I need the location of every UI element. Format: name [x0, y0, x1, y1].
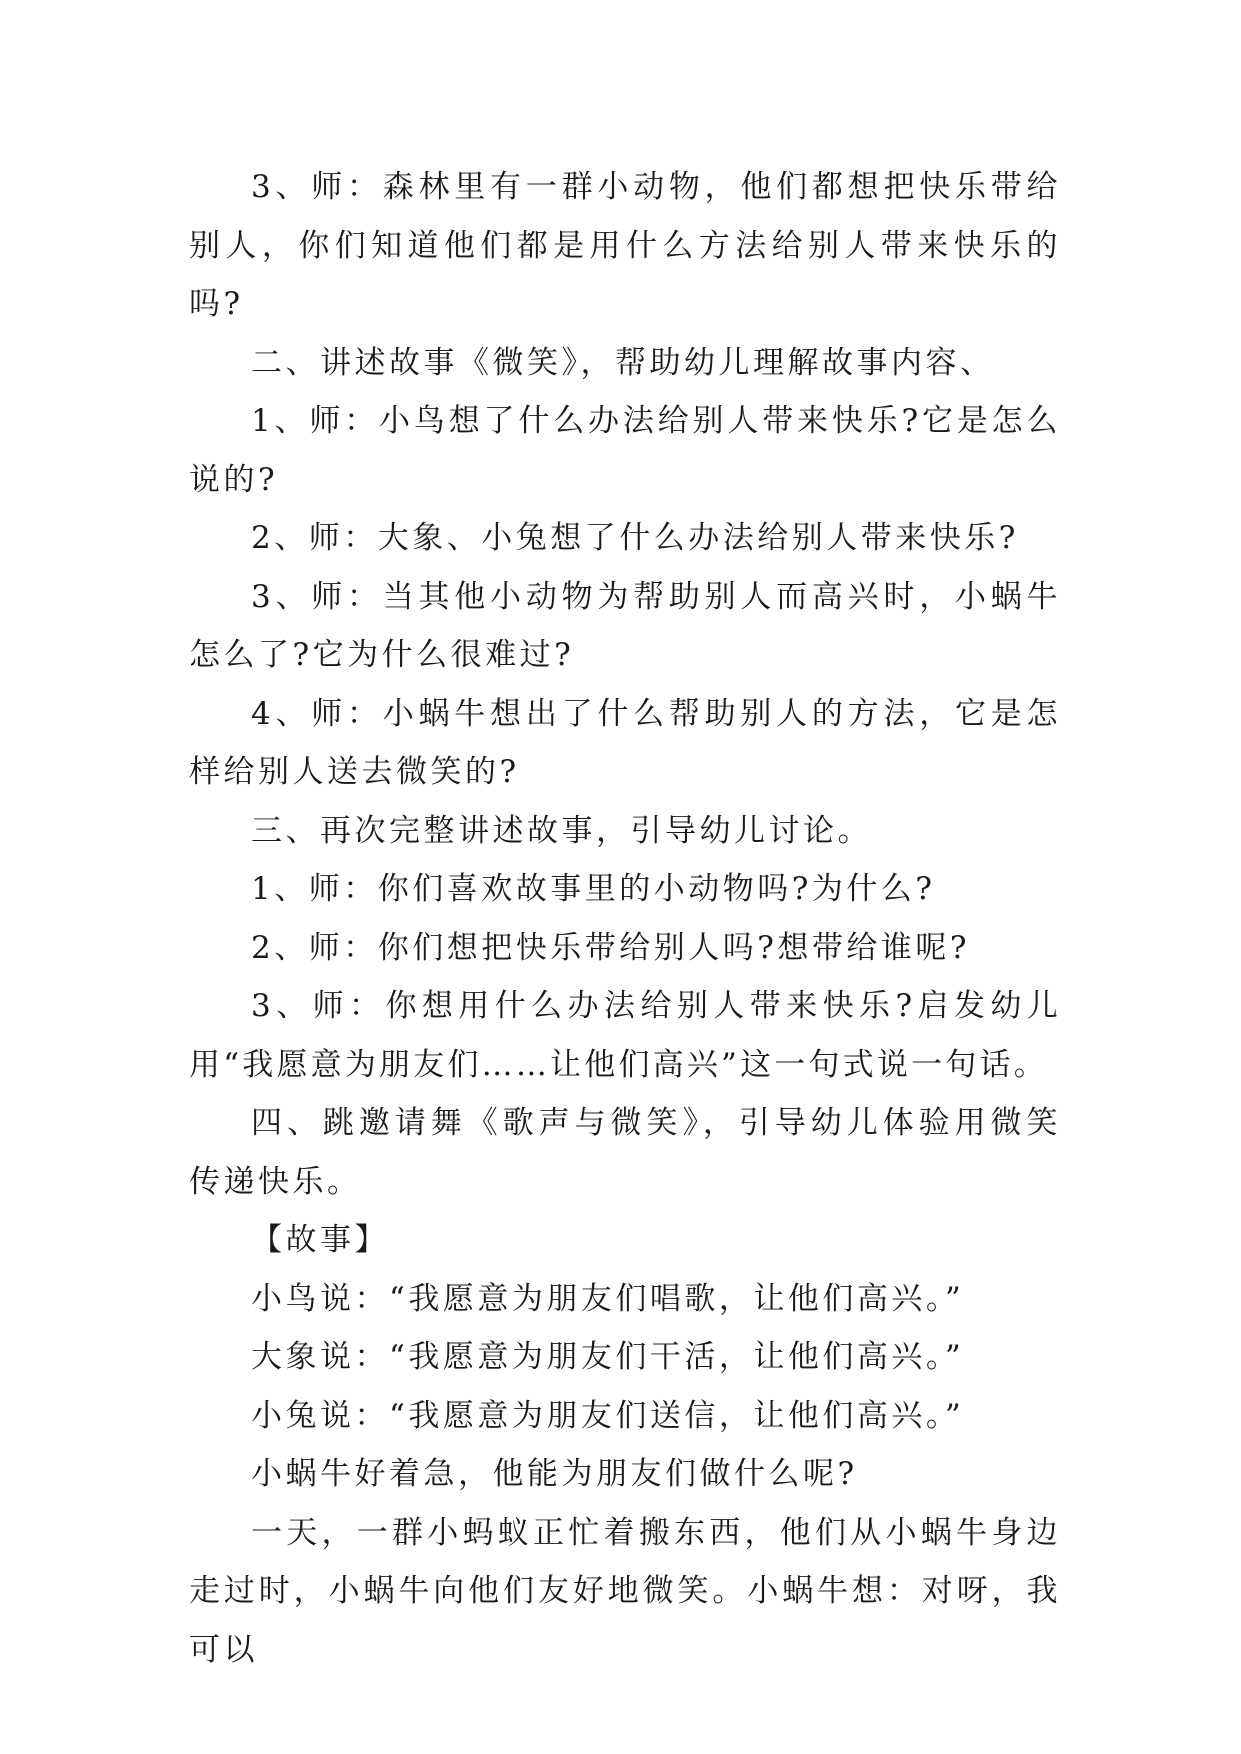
document-body	[189, 158, 1061, 1679]
paragraph: 3、师：你想用什么办法给别人带来快乐?启发幼儿用“我愿意为朋友们……让他们高兴”这一句式说一句话。	[189, 988, 1061, 1083]
paragraph: 1、师：小鸟想了什么办法给别人带来快乐?它是怎么说的?	[189, 403, 1061, 498]
paragraph: 1、师：你们喜欢故事里的小动物吗?为什么?	[251, 871, 936, 907]
section-heading: 三、再次完整讲述故事，引导幼儿讨论。	[251, 812, 872, 849]
paragraph: 3、师：当其他小动物为帮助别人而高兴时，小蜗牛怎么了?它为什么很难过?	[189, 578, 1061, 673]
paragraph: 3、师：森林里有一群小动物，他们都想把快乐带给别人，你们知道他们都是用什么方法给别人带来快乐的吗?	[189, 169, 1061, 322]
story-line: 小鸟说：“我愿意为朋友们唱歌，让他们高兴。”	[251, 1280, 965, 1317]
paragraph: 2、师：大象、小兔想了什么办法给别人带来快乐?	[251, 520, 1019, 556]
section-heading: 四、跳邀请舞《歌声与微笑》，引导幼儿体验用微笑传递快乐。	[189, 1105, 1061, 1200]
paragraph: 4、师：小蜗牛想出了什么帮助别人的方法，它是怎样给别人送去微笑的?	[189, 695, 1061, 790]
story-line: 大象说：“我愿意为朋友们干活，让他们高兴。”	[251, 1339, 965, 1375]
story-heading: 【故事】	[251, 1222, 389, 1258]
section-heading: 二、讲述故事《微笑》，帮助幼儿理解故事内容、	[251, 344, 995, 381]
story-line: 小蜗牛好着急，他能为朋友们做什么呢?	[251, 1456, 858, 1492]
paragraph: 2、师：你们想把快乐带给别人吗?想带给谁呢?	[251, 929, 970, 966]
story-line: 一天，一群小蚂蚁正忙着搬东西，他们从小蜗牛身边走过时，小蜗牛向他们友好地微笑。小蜗牛想：对呀，我可以	[189, 1514, 1061, 1668]
story-line: 小兔说：“我愿意为朋友们送信，让他们高兴。”	[251, 1397, 965, 1434]
